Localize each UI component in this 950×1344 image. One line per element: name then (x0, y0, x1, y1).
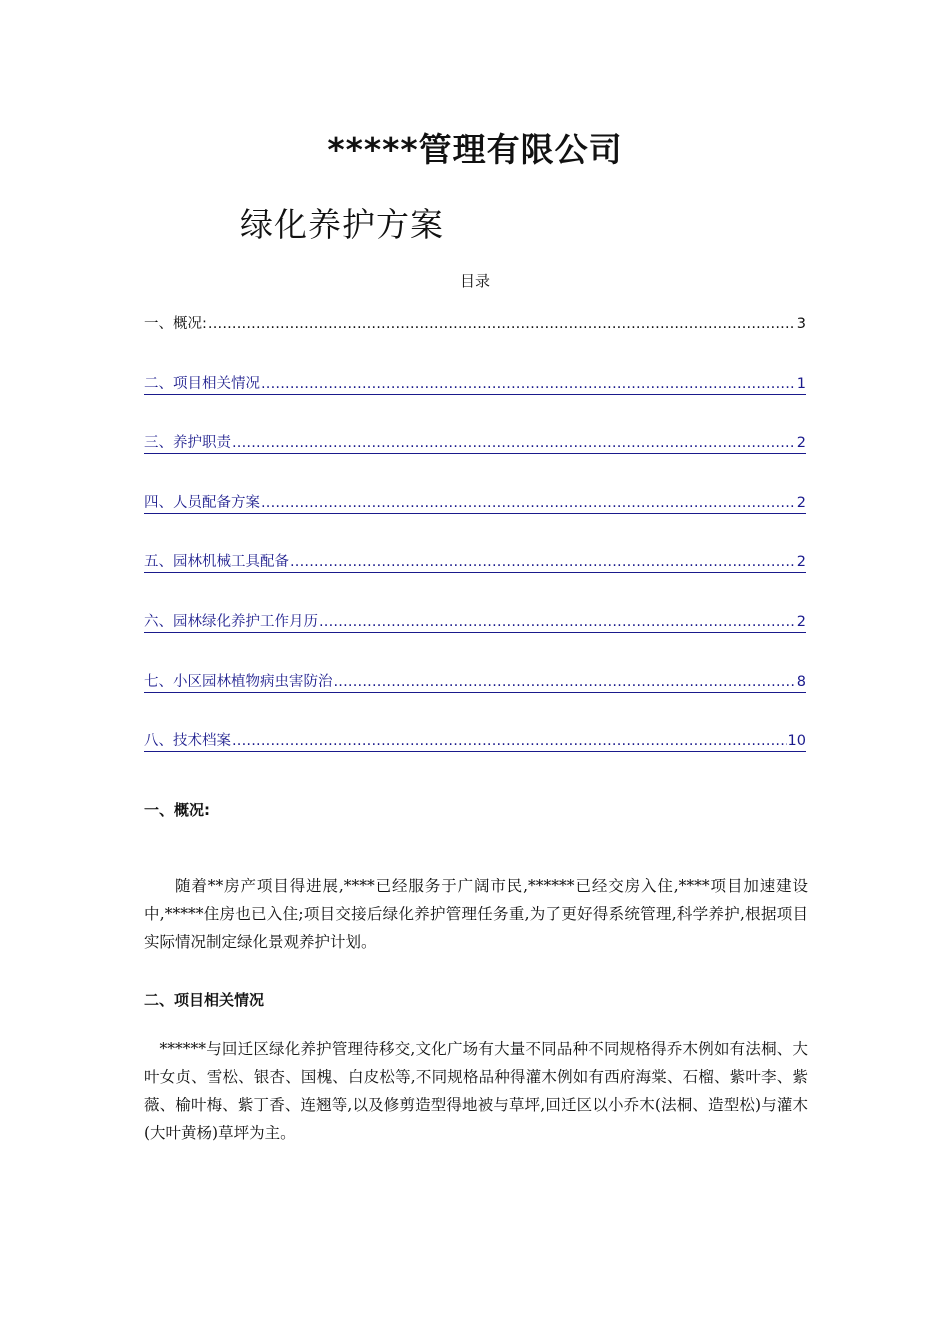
toc-entry-link[interactable] (144, 729, 806, 789)
toc-entry-link[interactable] (144, 431, 806, 491)
toc-entry-page: 2 (796, 554, 806, 571)
toc-leader-dots (232, 733, 787, 749)
toc-entry-page: 8 (796, 673, 806, 690)
toc-entry-link[interactable] (144, 670, 806, 730)
toc-entry-label: 八、技术档案 (144, 733, 231, 750)
toc-entry-label: 四、人员配备方案 (144, 494, 260, 511)
toc-entry-page: 3 (796, 316, 806, 332)
section-paragraph: ******与回迁区绿化养护管理待移交,文化广场有大量不同品种不同规格得乔木例如有法桐、大叶女贞、雪松、银杏、国槐、白皮松等,不同规格品种得灌木例如有西府海棠、石榴、紫叶李、紫薇、榆叶梅、紫丁香、连翘等,以及修剪造型得地被与草坪,回迁区以小乔木(法桐、造型松)与灌木(大叶黄杨)草坪为主。 (144, 1040, 808, 1142)
toc-heading: 目录 (459, 272, 490, 290)
section-heading: 二、项目相关情况 (144, 991, 265, 1009)
toc-entry-page: 2 (796, 435, 806, 452)
toc-leader-dots (261, 376, 796, 392)
toc-leader-dots (290, 554, 796, 570)
toc-entry (144, 312, 806, 372)
toc-entry-link[interactable] (144, 372, 806, 432)
document-title: 绿化养护方案 (240, 205, 444, 244)
toc-leader-dots (334, 674, 796, 690)
toc-leader-dots (232, 435, 796, 451)
toc-leader-dots (319, 614, 796, 630)
toc-entry-label: 三、养护职责 (144, 435, 231, 452)
section-heading: 一、概况: (144, 801, 210, 819)
toc-entry-label: 七、小区园林植物病虫害防治 (144, 673, 333, 690)
toc-entry-page: 1 (796, 375, 806, 392)
section-paragraph: 随着**房产项目得进展,****已经服务于广阔市民,******已经交房入住,****项目加速建设中,*****住房也已入住;项目交接后绿化养护管理任务重,为了更好得系统管理,科学养护,根据项目实际情况制定绿化景观养护计划。 (144, 877, 808, 951)
toc-leader-dots (261, 495, 796, 511)
toc-entry-label: 五、园林机械工具配备 (144, 554, 289, 571)
toc-entry-label: 二、项目相关情况 (144, 375, 260, 392)
toc-entry-page: 2 (796, 494, 806, 511)
toc-leader-dots (208, 316, 796, 332)
toc-entry-label: 六、园林绿化养护工作月历 (144, 613, 318, 630)
company-name: *****管理有限公司 (327, 130, 623, 169)
toc-entry-label: 一、概况: (144, 316, 207, 332)
toc-entry-link[interactable] (144, 491, 806, 551)
table-of-contents (144, 312, 806, 789)
toc-entry-page: 2 (796, 613, 806, 630)
toc-entry-page: 10 (787, 733, 806, 750)
toc-entry-link[interactable] (144, 610, 806, 670)
toc-entry-link[interactable] (144, 550, 806, 610)
